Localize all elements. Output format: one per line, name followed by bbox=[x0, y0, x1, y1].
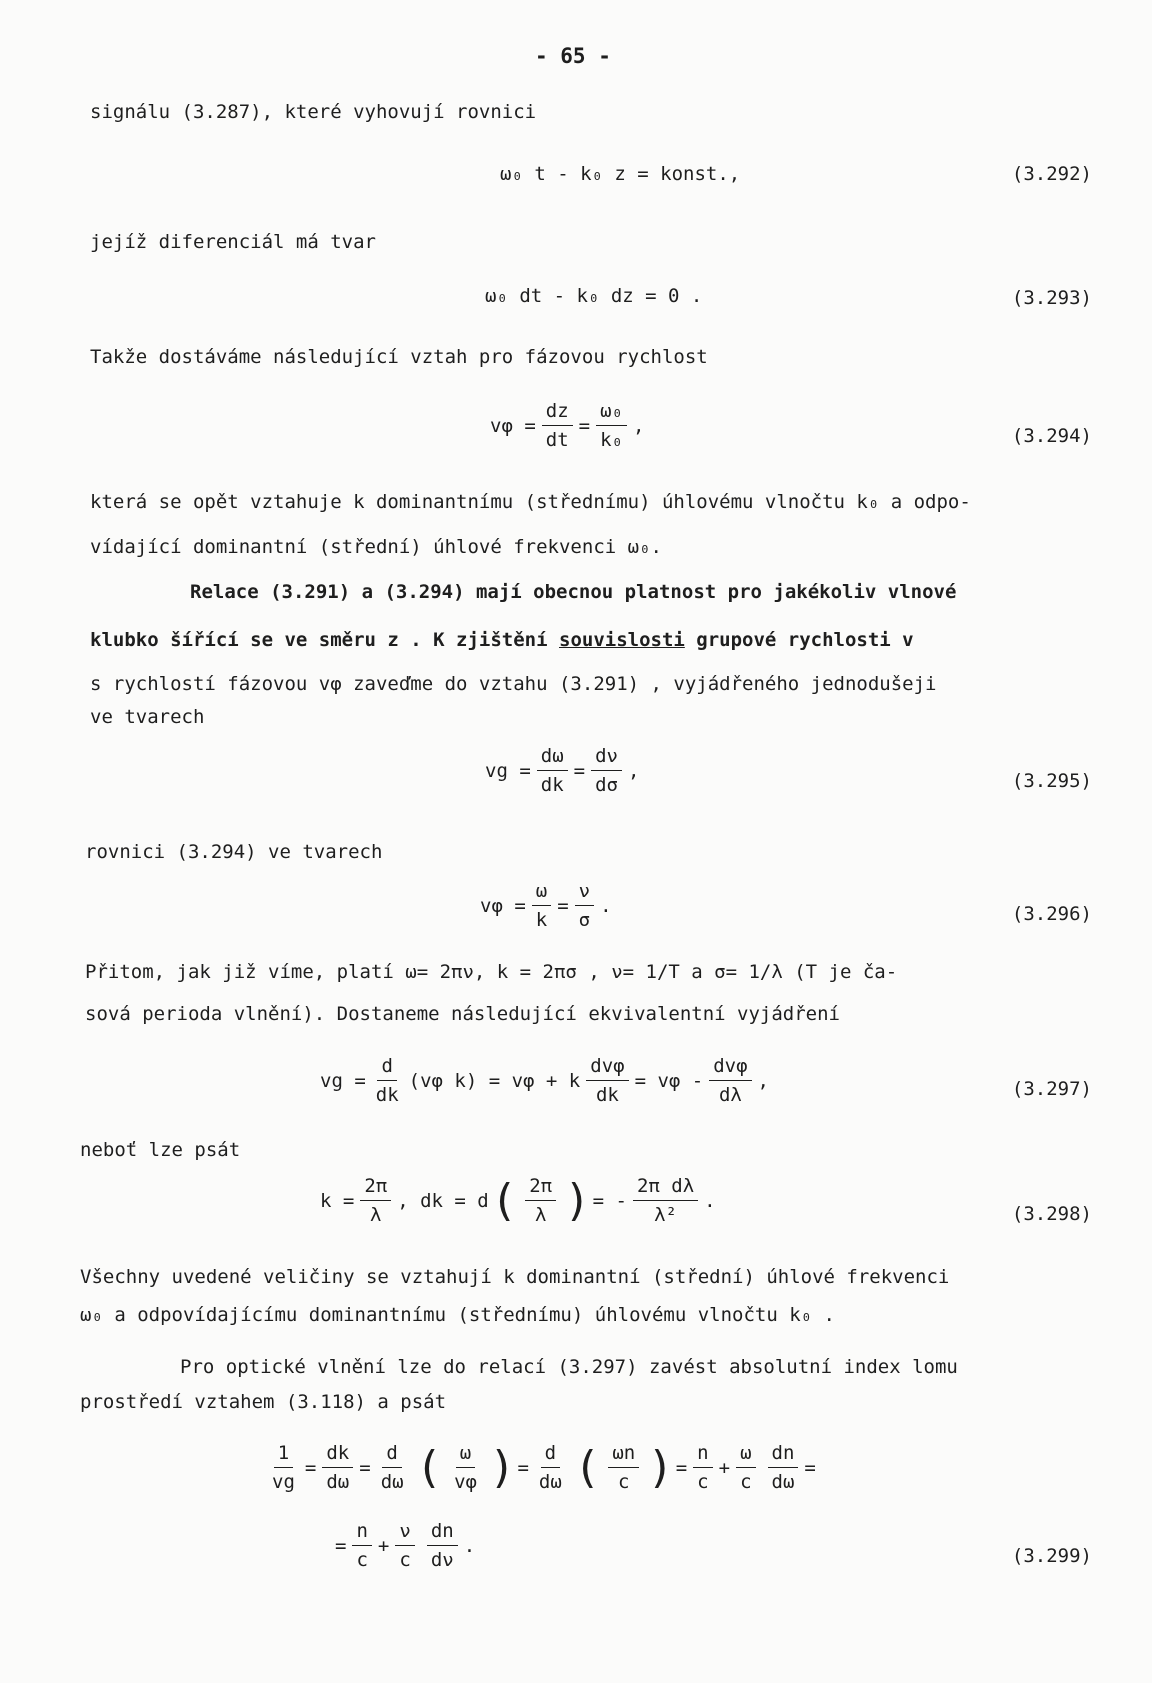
eq299b-fraction-1 bbox=[352, 1520, 371, 1571]
equation-number-3-299: (3.299) bbox=[1011, 1545, 1092, 1567]
eq298-f3-denominator: λ² bbox=[654, 1204, 677, 1226]
eq299-paren-close-1: ) bbox=[488, 1441, 516, 1493]
eq299-equals-1: = bbox=[304, 1456, 317, 1479]
eq299-f1-numerator: dk bbox=[322, 1442, 353, 1468]
text-line-12: sová perioda vlnění). Dostaneme následující ekvivalentní vyjádření bbox=[85, 1003, 840, 1025]
eq298-paren-open: ( bbox=[490, 1174, 518, 1226]
text-line-6: Relace (3.291) a (3.294) mají obecnou platnost pro jakékoliv vlnové bbox=[190, 581, 957, 603]
text-line-7-underlined: souvislosti bbox=[559, 629, 685, 651]
eq298-lhs: k = bbox=[320, 1189, 355, 1212]
text-line-11: Přitom, jak již víme, platí ω= 2πν, k = 2πσ , ν= 1/T a σ= 1/λ (T je ča- bbox=[85, 961, 898, 983]
eq299b-f3-denominator: dν bbox=[430, 1549, 454, 1571]
eq297-f3-numerator: dvφ bbox=[709, 1055, 751, 1081]
eq298-f1-numerator: 2π bbox=[360, 1175, 391, 1201]
text-line-17: prostředí vztahem (3.118) a psát bbox=[80, 1391, 447, 1413]
eq299-fraction-0 bbox=[268, 1442, 299, 1493]
eq294-fraction-2 bbox=[596, 400, 627, 451]
equation-3-295 bbox=[485, 745, 639, 796]
eq298-mid: , dk = d bbox=[397, 1189, 489, 1212]
eq297-fraction-1 bbox=[372, 1055, 403, 1106]
equation-number-3-296: (3.296) bbox=[1011, 903, 1092, 925]
eq296-f1-denominator: k bbox=[535, 909, 548, 931]
eq297-tail: , bbox=[757, 1069, 769, 1092]
eq299-f0-denominator: vg bbox=[272, 1471, 295, 1493]
eq295-f1-denominator: dk bbox=[540, 774, 564, 796]
page-number: - 65 - bbox=[535, 44, 611, 68]
eq299-paren-close-2: ) bbox=[647, 1441, 674, 1493]
eq299-f4-numerator: d bbox=[541, 1442, 560, 1468]
eq295-fraction-1 bbox=[537, 745, 568, 796]
eq297-f2-numerator: dvφ bbox=[586, 1055, 628, 1081]
eq296-fraction-2 bbox=[575, 880, 594, 931]
equation-3-299-line-2 bbox=[335, 1520, 475, 1571]
equation-3-298 bbox=[320, 1175, 716, 1226]
eq299b-tail: . bbox=[463, 1534, 476, 1557]
eq299-fraction-3 bbox=[450, 1442, 481, 1493]
eq295-f1-numerator: dω bbox=[537, 745, 568, 771]
equation-number-3-297: (3.297) bbox=[1011, 1078, 1092, 1100]
eq295-tail: , bbox=[628, 759, 640, 782]
eq299b-f2-numerator: ν bbox=[395, 1520, 414, 1546]
eq299-f2-denominator: dω bbox=[380, 1471, 404, 1493]
eq298-f3-numerator: 2π dλ bbox=[633, 1175, 698, 1201]
equation-number-3-293: (3.293) bbox=[1011, 287, 1092, 309]
eq299b-fraction-3 bbox=[427, 1520, 458, 1571]
eq295-fraction-2 bbox=[591, 745, 622, 796]
eq298-fraction-3 bbox=[633, 1175, 698, 1226]
eq299-f7-numerator: ω bbox=[736, 1442, 755, 1468]
equation-3-296 bbox=[480, 880, 612, 931]
eq299-f1-denominator: dω bbox=[326, 1471, 350, 1493]
eq297-lhs: vg = bbox=[320, 1069, 366, 1092]
equation-number-3-294: (3.294) bbox=[1011, 425, 1092, 447]
eq299-f4-denominator: dω bbox=[538, 1471, 562, 1493]
eq299b-plus: + bbox=[377, 1534, 390, 1557]
eq299-f6-numerator: n bbox=[693, 1442, 712, 1468]
eq298-tail: . bbox=[704, 1189, 716, 1212]
text-line-8: s rychlostí fázovou vφ zaveďme do vztahu (3.291) , vyjádřeného jednodušeji bbox=[90, 673, 937, 695]
eq294-f2-numerator: ω₀ bbox=[596, 400, 627, 426]
text-line-5: vídající dominantní (střední) úhlové frekvenci ω₀. bbox=[90, 536, 662, 558]
eq299b-f1-denominator: c bbox=[356, 1549, 368, 1571]
eq297-f1-numerator: d bbox=[377, 1055, 396, 1081]
eq299-paren-open-2: ( bbox=[573, 1441, 601, 1493]
equation-3-293: ω₀ dt - k₀ dz = 0 . bbox=[485, 285, 703, 307]
eq299-paren-open-1: ( bbox=[415, 1441, 443, 1493]
equation-number-3-295: (3.295) bbox=[1011, 770, 1092, 792]
eq298-fraction-2 bbox=[525, 1175, 556, 1226]
eq299-fraction-4 bbox=[535, 1442, 566, 1493]
text-line-2: jejíž diferenciál má tvar bbox=[90, 231, 376, 253]
text-line-10: rovnici (3.294) ve tvarech bbox=[85, 841, 383, 863]
eq299-fraction-5 bbox=[608, 1442, 639, 1493]
eq297-fraction-3 bbox=[709, 1055, 751, 1106]
text-line-16: Pro optické vlnění lze do relací (3.297) zavést absolutní index lomu bbox=[180, 1356, 958, 1378]
eq299-f3-numerator: ω bbox=[456, 1442, 475, 1468]
equation-number-3-292: (3.292) bbox=[1011, 163, 1092, 185]
eq299-f8-denominator: dω bbox=[771, 1471, 795, 1493]
text-line-13: neboť lze psát bbox=[80, 1139, 241, 1161]
eq294-f1-denominator: dt bbox=[545, 429, 569, 451]
eq294-lhs: vφ = bbox=[490, 414, 536, 437]
eq298-paren-close: ) bbox=[564, 1174, 591, 1226]
eq297-f1-denominator: dk bbox=[375, 1084, 399, 1106]
eq299-fraction-2 bbox=[377, 1442, 408, 1493]
eq299-f7-denominator: c bbox=[740, 1471, 752, 1493]
text-line-1: signálu (3.287), které vyhovují rovnici bbox=[90, 101, 537, 123]
eq299-f3-denominator: vφ bbox=[454, 1471, 477, 1493]
eq299-equals-2: = bbox=[359, 1456, 371, 1479]
text-line-9: ve tvarech bbox=[90, 706, 205, 728]
eq299-fraction-6 bbox=[693, 1442, 712, 1493]
eq296-f2-numerator: ν bbox=[575, 880, 594, 906]
eq299-f6-denominator: c bbox=[697, 1471, 709, 1493]
eq296-tail: . bbox=[600, 894, 612, 917]
equation-3-299-line-1 bbox=[262, 1442, 816, 1493]
text-line-7a: klubko šířící se ve směru z . K zjištění bbox=[90, 629, 559, 651]
eq299b-fraction-2 bbox=[395, 1520, 414, 1571]
text-line-3: Takže dostáváme následující vztah pro fázovou rychlost bbox=[90, 346, 708, 368]
equation-3-292: ω₀ t - k₀ z = konst., bbox=[500, 163, 741, 185]
eq294-equals: = bbox=[578, 414, 591, 437]
eq298-f1-denominator: λ bbox=[370, 1204, 382, 1226]
text-line-14: Všechny uvedené veličiny se vztahují k dominantní (střední) úhlové frekvenci bbox=[80, 1266, 950, 1288]
eq298-fraction-1 bbox=[360, 1175, 391, 1226]
eq295-f2-denominator: dσ bbox=[595, 774, 618, 796]
eq295-equals: = bbox=[573, 759, 586, 782]
eq299-f8-numerator: dn bbox=[768, 1442, 799, 1468]
eq296-lhs: vφ = bbox=[480, 894, 526, 917]
eq297-mid: (vφ k) = vφ + k bbox=[408, 1069, 581, 1092]
eq299-fraction-7 bbox=[736, 1442, 755, 1493]
text-line-7 bbox=[90, 628, 914, 652]
equation-number-3-298: (3.298) bbox=[1011, 1203, 1092, 1225]
equation-3-294 bbox=[490, 400, 644, 451]
eq294-fraction-1 bbox=[542, 400, 573, 451]
eq297-fraction-2 bbox=[586, 1055, 628, 1106]
text-line-4: která se opět vztahuje k dominantnímu (střednímu) úhlovému vlnočtu k₀ a odpo- bbox=[90, 491, 971, 513]
eq298-mid2: = - bbox=[592, 1189, 627, 1212]
text-line-15: ω₀ a odpovídajícímu dominantnímu (střednímu) úhlovému vlnočtu k₀ . bbox=[80, 1304, 835, 1326]
eq299-f0-numerator: 1 bbox=[274, 1442, 293, 1468]
eq295-lhs: vg = bbox=[485, 759, 531, 782]
eq298-f2-numerator: 2π bbox=[525, 1175, 556, 1201]
eq294-f2-denominator: k₀ bbox=[600, 429, 623, 451]
eq299b-f1-numerator: n bbox=[352, 1520, 371, 1546]
eq299-plus: + bbox=[718, 1456, 731, 1479]
eq299-f5-numerator: ωn bbox=[608, 1442, 639, 1468]
eq296-f1-numerator: ω bbox=[532, 880, 551, 906]
eq299b-f3-numerator: dn bbox=[427, 1520, 458, 1546]
eq297-f2-denominator: dk bbox=[595, 1084, 619, 1106]
eq298-f2-denominator: λ bbox=[534, 1204, 547, 1226]
equation-3-297 bbox=[320, 1055, 769, 1106]
eq296-fraction-1 bbox=[532, 880, 551, 931]
text-line-7c: grupové rychlosti v bbox=[684, 629, 914, 651]
eq299-equals-3: = bbox=[517, 1456, 529, 1479]
eq299-fraction-1 bbox=[322, 1442, 353, 1493]
eq296-f2-denominator: σ bbox=[578, 909, 591, 931]
eq299-f5-denominator: c bbox=[618, 1471, 630, 1493]
eq297-mid2: = vφ - bbox=[634, 1069, 704, 1092]
eq299-f2-numerator: d bbox=[382, 1442, 401, 1468]
eq294-f1-numerator: dz bbox=[542, 400, 573, 426]
eq296-equals: = bbox=[557, 894, 569, 917]
eq299b-lhs: = bbox=[335, 1534, 347, 1557]
eq299-equals-4: = bbox=[675, 1456, 688, 1479]
eq299-fraction-8 bbox=[768, 1442, 799, 1493]
eq299-tail-1: = bbox=[804, 1456, 816, 1479]
eq294-tail: , bbox=[633, 414, 645, 437]
eq295-f2-numerator: dν bbox=[591, 745, 622, 771]
eq297-f3-denominator: dλ bbox=[718, 1084, 742, 1106]
eq299b-f2-denominator: c bbox=[399, 1549, 411, 1571]
